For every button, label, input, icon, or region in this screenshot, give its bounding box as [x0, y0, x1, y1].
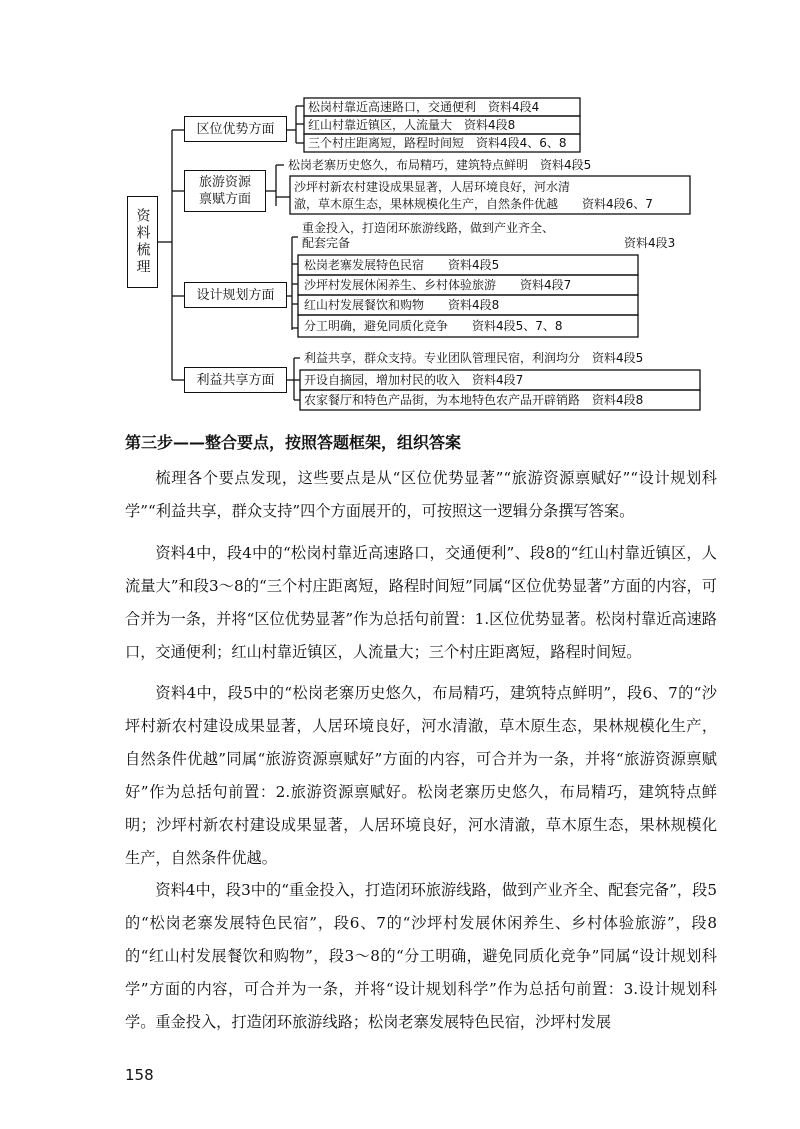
- paragraph: 梳理各个要点发现，这些要点是从“区位优势显著”“旅游资源禀赋好”“设计规划科学”“利益共享，群众支持”四个方面展开的，可按照这一逻辑分条撰写答案。: [125, 469, 717, 520]
- branch4-item: 农家餐厅和特色产品街，为本地特色农产品开辟销路 资料4段8: [304, 393, 644, 407]
- mindmap-root: 资料梳理: [127, 196, 158, 288]
- branch-location-advantage: 区位优势方面: [184, 116, 287, 142]
- branch-tourism-resources: 旅游资源 禀赋方面: [184, 170, 266, 212]
- branch4-item: 开设自摘园，增加村民的收入 资料4段7: [304, 373, 524, 387]
- branch1-item: 松岗村靠近高速路口，交通便利 资料4段4: [308, 100, 540, 114]
- page-number: 158: [125, 1066, 154, 1084]
- branch3-item-ref: 资料4段3: [624, 236, 676, 250]
- paragraph: 资料4中，段4中的“松岗村靠近高速路口，交通便利”、段8的“红山村靠近镇区，人流量大”和段3～8的“三个村庄距离短，路程时间短”同属“区位优势显著”方面的内容，可合并为一条，并将“区位优势显著”作为总括句前置：1.区位优势显著。松岗村靠近高速路口，交通便利；红山村靠近镇区，人流量大；三个村庄距离短，路程时间短。: [125, 544, 717, 661]
- branch1-item: 三个村庄距离短，路程时间短 资料4段4、6、8: [308, 136, 567, 150]
- branch2-item: 松岗老寨历史悠久，布局精巧，建筑特点鲜明 资料4段5: [288, 158, 592, 172]
- branch-benefit-sharing: 利益共享方面: [184, 367, 287, 393]
- branch2-item: 澈，草木原生态，果林规模化生产，自然条件优越 资料4段6、7: [294, 197, 653, 211]
- branch4-item: 利益共享，群众支持。专业团队管理民宿，利润均分 资料4段5: [304, 351, 644, 365]
- branch1-item: 红山村靠近镇区，人流量大 资料4段8: [308, 118, 516, 132]
- branch3-item: 沙坪村发展休闲养生、乡村体验旅游 资料4段7: [304, 278, 572, 292]
- paragraph: 资料4中，段3中的“重金投入，打造闭环旅游线路，做到产业齐全、配套完备”，段5的“松岗老寨发展特色民宿”，段6、7的“沙坪村发展休闲养生、乡村体验旅游”，段8的“红山村发展餐饮和购物”，段3～8的“分工明确，避免同质化竞争”同属“设计规划科学”方面的内容，可合并为一条，并将“设计规划科学”作为总括句前置：3.设计规划科学。重金投入，打造闭环旅游线路；松岗老寨发展特色民宿，沙坪村发展: [125, 881, 717, 1031]
- branch-design-planning: 设计规划方面: [184, 282, 287, 308]
- branch3-item: 分工明确，避免同质化竞争 资料4段5、7、8: [304, 319, 563, 333]
- paragraph: 资料4中，段5中的“松岗老寨历史悠久，布局精巧，建筑特点鲜明”，段6、7的“沙坪村新农村建设成果显著，人居环境良好，河水清澈，草木原生态，果林规模化生产，自然条件优越”同属“旅游资源禀赋好”方面的内容，可合并为一条，并将“旅游资源禀赋好”作为总括句前置：2.旅游资源禀赋好。松岗老寨历史悠久，布局精巧，建筑特点鲜明；沙坪村新农村建设成果显著，人居环境良好，河水清澈，草木原生态，果林规模化生产，自然条件优越。: [125, 684, 717, 867]
- branch2-item: 沙坪村新农村建设成果显著，人居环境良好，河水清: [294, 180, 571, 194]
- step-heading: 第三步——整合要点，按照答题框架，组织答案: [125, 433, 462, 452]
- branch3-item: 重金投入，打造闭环旅游线路，做到产业齐全、: [302, 221, 555, 235]
- branch3-item: 配套完备: [302, 236, 351, 250]
- mindmap-diagram: [0, 0, 800, 420]
- branch3-item: 松岗老寨发展特色民宿 资料4段5: [304, 258, 500, 272]
- branch3-item: 红山村发展餐饮和购物 资料4段8: [304, 298, 500, 312]
